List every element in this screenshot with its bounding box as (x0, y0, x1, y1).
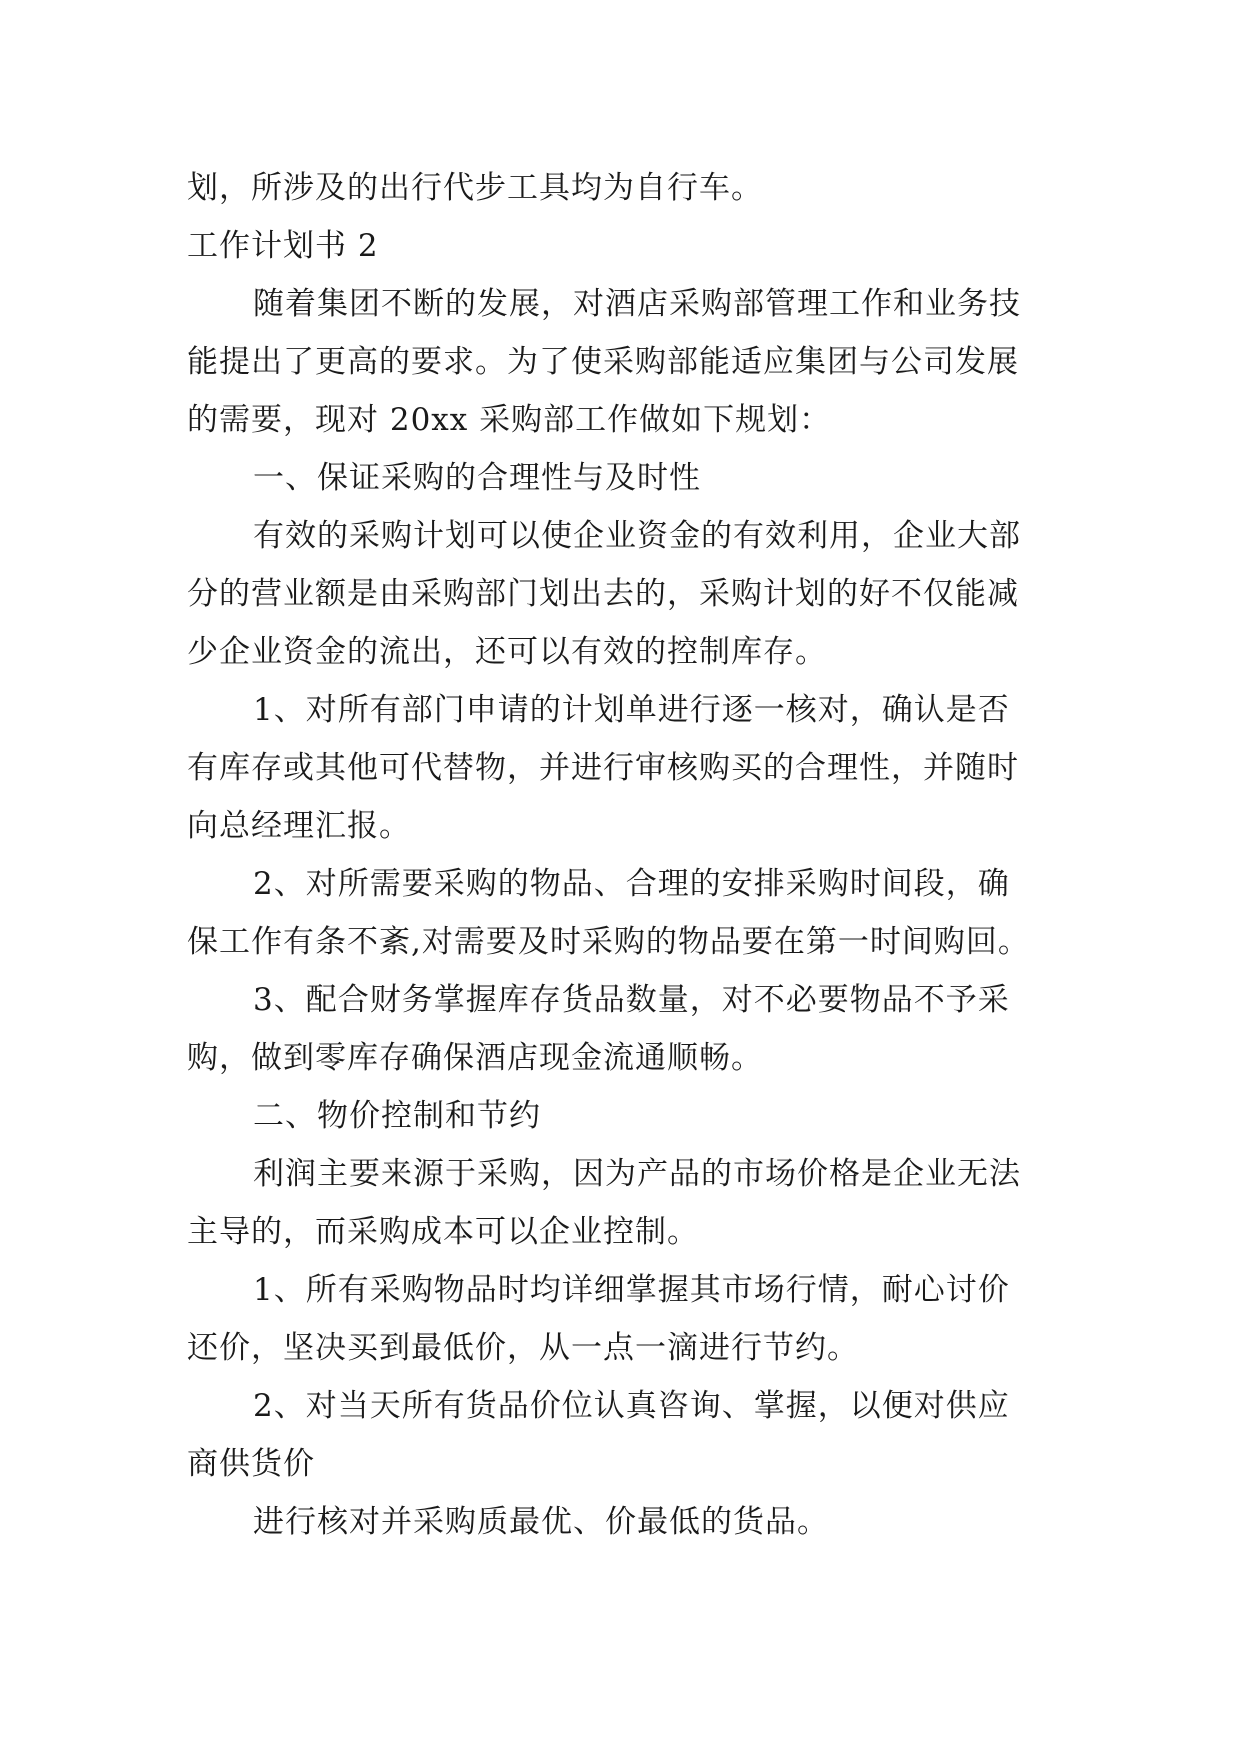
subheading: 二、物价控制和节约 (253, 1098, 541, 1134)
text-line: 随着集团不断的发展，对酒店采购部管理工作和业务技 (253, 286, 1021, 322)
text-line: 1、所有采购物品时均详细掌握其市场行情，耐心讨价 (253, 1272, 1010, 1308)
text-line: 的需要，现对 20xx 采购部工作做如下规划： (187, 402, 832, 438)
text-line: 少企业资金的流出，还可以有效的控制库存。 (187, 634, 827, 670)
text-line: 保工作有条不紊,对需要及时采购的物品要在第一时间购回。 (187, 924, 1030, 960)
text-line: 主导的，而采购成本可以企业控制。 (187, 1214, 699, 1250)
text-line: 有效的采购计划可以使企业资金的有效利用，企业大部 (253, 518, 1021, 554)
text-line: 利润主要来源于采购，因为产品的市场价格是企业无法 (253, 1156, 1021, 1192)
text-line: 2、对当天所有货品价位认真咨询、掌握，以便对供应 (253, 1388, 1010, 1424)
section-heading: 工作计划书 2 (187, 228, 379, 264)
text-line: 有库存或其他可代替物，并进行审核购买的合理性，并随时 (187, 750, 1019, 786)
text-line: 向总经理汇报。 (187, 808, 411, 844)
text-line: 能提出了更高的要求。为了使采购部能适应集团与公司发展 (187, 344, 1019, 380)
text-line: 商供货价 (187, 1446, 315, 1482)
subheading: 一、保证采购的合理性与及时性 (253, 460, 701, 496)
text-line: 分的营业额是由采购部门划出去的，采购计划的好不仅能减 (187, 576, 1019, 612)
text-line: 3、配合财务掌握库存货品数量，对不必要物品不予采 (253, 982, 1010, 1018)
text-line: 1、对所有部门申请的计划单进行逐一核对，确认是否 (253, 692, 1010, 728)
text-line: 2、对所需要采购的物品、合理的安排采购时间段，确 (253, 866, 1010, 902)
text-line: 购，做到零库存确保酒店现金流通顺畅。 (187, 1040, 763, 1076)
text-line: 还价，坚决买到最低价，从一点一滴进行节约。 (187, 1330, 859, 1366)
text-line: 进行核对并采购质最优、价最低的货品。 (253, 1504, 829, 1540)
text-line: 划，所涉及的出行代步工具均为自行车。 (187, 170, 763, 206)
